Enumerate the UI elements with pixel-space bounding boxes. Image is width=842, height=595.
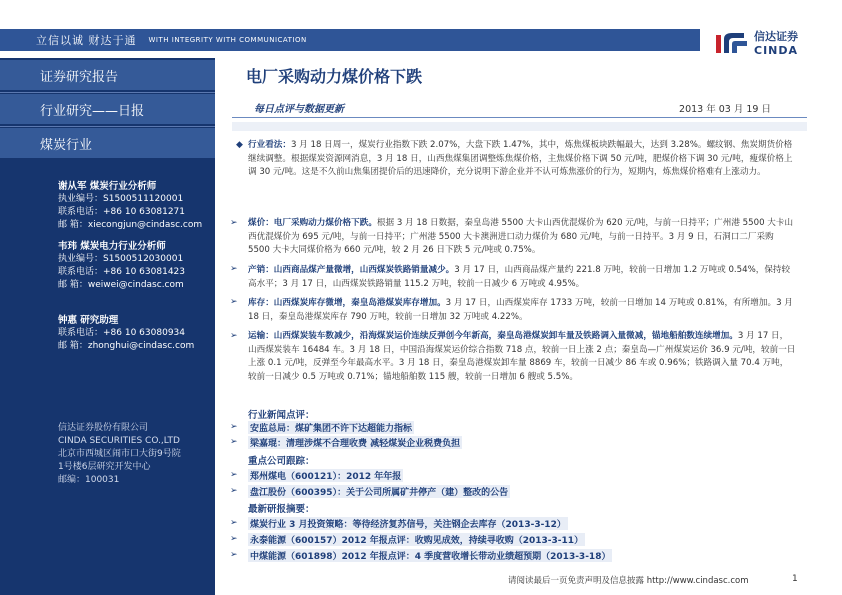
email-label: 邮 箱： (58, 341, 88, 351)
news-section-title: 行业新闻点评： (248, 410, 315, 421)
phone-label: 联系电话： (58, 207, 104, 217)
phone-number: +86 10 63080934 (103, 328, 185, 338)
arrow-bullet-icon: ➢ (230, 331, 238, 341)
cinda-logo-icon (714, 31, 752, 55)
arrow-bullet-icon: ➢ (230, 550, 238, 560)
diamond-bullet-icon: ◆ (236, 140, 243, 150)
item-label: 产销：山西商品煤产量微增，山西煤炭铁路销量减少。 (248, 265, 455, 275)
email-link[interactable]: weiwei@cindasc.com (87, 280, 184, 290)
divider (0, 92, 215, 93)
report-title: 电厂采购动力煤价格下跌 (246, 67, 423, 86)
research-item[interactable]: 永泰能源（600157）2012 年报点评：收购见成效，持续寻收购（2013-3-11） (248, 533, 585, 546)
company-address: 1号楼6层研究开发中心 (58, 462, 151, 472)
item-transport (248, 330, 796, 384)
arrow-bullet-icon: ➢ (230, 470, 238, 480)
news-item[interactable]: 安监总局：煤矿集团不许下达超能力指标 (248, 421, 414, 434)
news-item[interactable]: 梁嘉琨：清理涉煤不合理收费 减轻煤炭企业税费负担 (248, 436, 462, 449)
company-postcode: 邮编：100031 (58, 475, 120, 485)
slogan-en-text: WITH INTEGRITY WITH COMMUNICATION (148, 36, 307, 44)
item-inventory (248, 297, 796, 324)
item-text: 3 月 17 日，山西煤炭装车 16484 车。3 月 18 日，中国沿海煤炭运价综合指数 718 点，较前一日上涨 2 点；秦皇岛—广州煤炭运价 36.9 元/吨，较前一日上涨 0.1 元/吨，反弹至今年最高水平。3 月 18 日，秦皇岛港煤炭卸车量 8869 车，较前一日减少 86 车或 0.96%；铁路调入量 70.4 万吨，较前一日减少 0.5 万吨或 0.71%；锚地船舶数 115 艘，较前一日增加 6 艘或 5.5%。 (248, 331, 796, 382)
industry-view-text: 3 月 18 日周一，煤炭行业指数下跌 2.07%，大盘下跌 1.47%，其中，炼焦煤板块跌幅最大，达到 3.28%。螺纹钢、焦炭期货价格继续调整。根据煤炭资源网消息，3 月 18 日，山西焦煤集团调整炼焦煤价格，主焦煤价格下调 50 元/吨，肥煤价格下调 30 元/吨，瘦煤价格上调 30 元/吨。这是不久前山焦集团提价后的迅速降价，充分说明下游企业并不认可炼焦涨价的行为，短期内，炼焦煤价格难有上涨动力。 (248, 140, 793, 177)
arrow-bullet-icon: ➢ (230, 297, 238, 307)
research-item[interactable]: 煤炭行业 3 月投资策略：等待经济复苏信号，关注钢企去库存（2013-3-12） (248, 517, 568, 530)
item-label: 运输：山西煤炭装车数减少，沿海煤炭运价连续反弹创今年新高，秦皇岛港煤炭卸车量及铁路调入量微减，锚地船舶数连续增加。 (248, 331, 738, 341)
brand-cn: 信达证券 (754, 30, 798, 43)
slogan-text: 立信以诚 财达于通 (36, 34, 137, 47)
report-kind: 行业研究——日报 (0, 94, 215, 124)
report-type: 证券研究报告 (0, 60, 215, 90)
license-label: 执业编号： (58, 194, 104, 204)
arrow-bullet-icon: ➢ (230, 422, 238, 432)
item-text: 根据 3 月 18 日数据，秦皇岛港 5500 大卡山西优混煤价为 620 元/吨，与前一日持平；广州港 5500 大卡山西优混煤价为 695 元/吨，与前一日持平；广州港 5500 大卡澳洲进口动力煤价为 680 元/吨，与前一日持平。3 月 9 日，石洞口二厂采购 5500 大卡大同煤价格为 660 元/吨，较 2 月 26 日下跌 5 元/吨或 0.75%。 (248, 218, 794, 255)
company-name-en: CINDA SECURITIES CO.,LTD (58, 436, 180, 446)
arrow-bullet-icon: ➢ (230, 264, 238, 274)
analyst-card (58, 240, 185, 292)
report-date: 2013 年 03 月 19 日 (679, 104, 771, 115)
accent-bar (232, 122, 807, 131)
phone-number: +86 10 63081271 (103, 207, 185, 217)
company-name-cn: 信达证券股份有限公司 (58, 423, 149, 433)
research-section-title: 最新研报摘要： (248, 504, 315, 515)
license-label: 执业编号： (58, 254, 104, 264)
company-address: 北京市西城区闹市口大街9号院 (58, 449, 181, 459)
disclaimer-note[interactable]: 请阅读最后一页免责声明及信息披露 http://www.cindasc.com (508, 576, 749, 586)
phone-number: +86 10 63081423 (103, 267, 185, 277)
company-item[interactable]: 盘江股份（600395）：关于公司所属矿井停产（建）整改的公告 (248, 485, 510, 498)
item-coal-price (248, 217, 796, 258)
email-label: 邮 箱： (58, 220, 88, 230)
arrow-bullet-icon: ➢ (230, 437, 238, 447)
license-number: S1500512030001 (103, 254, 184, 264)
license-number: S1500511120001 (103, 194, 184, 204)
sidebar (0, 58, 215, 595)
email-label: 邮 箱： (58, 280, 88, 290)
email-link[interactable]: zhonghui@cindasc.com (87, 341, 195, 351)
company-info (58, 422, 181, 487)
cinda-logo (714, 28, 798, 57)
subtitle-bar (232, 96, 807, 118)
page-header (0, 0, 842, 58)
analyst-card (58, 180, 202, 232)
analyst-card (58, 314, 194, 353)
item-production (248, 264, 796, 291)
item-text: 3 月 17 日，山西煤炭库存 1733 万吨，较前一日增加 14 万吨或 0.81%，有所增加。3 月 18 日，秦皇岛港煤炭库存 790 万吨，较前一日增加 32 万吨或 4.22%。 (248, 298, 793, 322)
arrow-bullet-icon: ➢ (230, 534, 238, 544)
analyst-name: 钟惠 研究助理 (58, 315, 119, 326)
phone-label: 联系电话： (58, 328, 104, 338)
industry-label: 煤炭行业 (0, 128, 215, 158)
item-label: 煤价：电厂采购动力煤价格下跌。 (248, 218, 377, 228)
divider (0, 126, 215, 127)
arrow-bullet-icon: ➢ (230, 218, 238, 228)
item-text: 3 月 17 日，山西商品煤产量约 221.8 万吨，较前一日增加 1.2 万吨或 0.54%，保持较高水平；3 月 17 日，山西煤炭铁路销量 115.2 万吨，较前一日减少 6 万吨或 4.95%。 (248, 265, 791, 289)
slogan-strip (0, 29, 700, 51)
analyst-name: 谢从军 煤炭行业分析师 (58, 181, 157, 192)
company-section-title: 重点公司跟踪： (248, 456, 315, 467)
analyst-name: 韦玮 煤炭电力行业分析师 (58, 241, 166, 252)
industry-view-label: 行业看法： (248, 140, 291, 150)
report-subtitle: 每日点评与数据更新 (254, 104, 344, 115)
item-label: 库存：山西煤炭库存微增，秦皇岛港煤炭库存增加。 (248, 298, 446, 308)
arrow-bullet-icon: ➢ (230, 486, 238, 496)
email-link[interactable]: xiecongjun@cindasc.com (87, 220, 203, 230)
research-item[interactable]: 中煤能源（601898）2012 年报点评：4 季度营收增长带动业绩超预期（2013-3-18） (248, 549, 612, 562)
phone-label: 联系电话： (58, 267, 104, 277)
arrow-bullet-icon: ➢ (230, 518, 238, 528)
company-item[interactable]: 郑州煤电（600121）：2012 年年报 (248, 469, 403, 482)
industry-view (248, 139, 796, 180)
page-number: 1 (792, 574, 798, 584)
brand-en: CINDA (754, 44, 799, 57)
